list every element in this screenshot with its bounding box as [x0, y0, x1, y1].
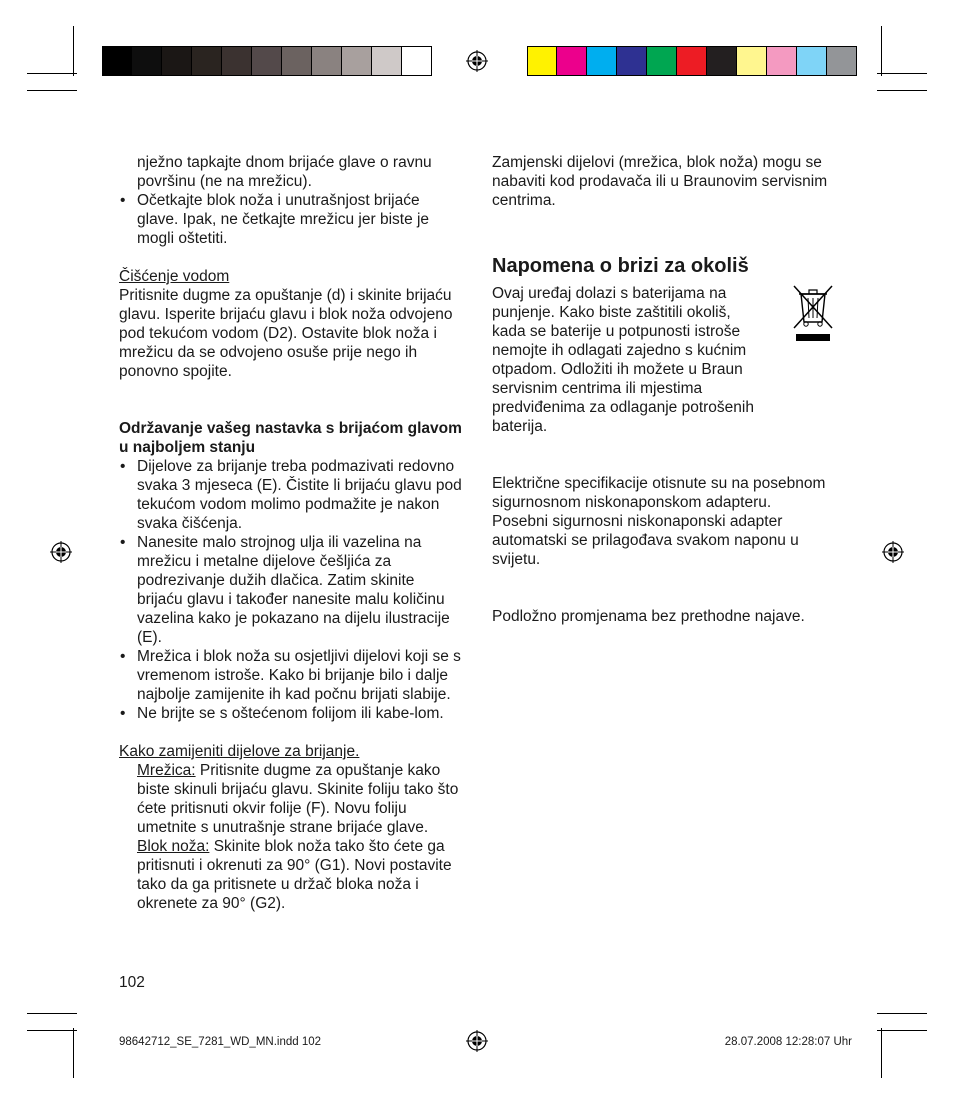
maintenance-heading: Održavanje vašeg nastavka s brijaćom glavom u najboljem stanju: [119, 420, 462, 456]
registration-mark-icon: [466, 50, 488, 72]
color-swatch: [402, 46, 432, 76]
color-swatch: [132, 46, 162, 76]
crop-mark: [881, 1028, 882, 1078]
color-swatch: [767, 46, 797, 76]
list-item: • Ne brijte se s oštećenom folijom ili kabe-lom.: [119, 704, 464, 723]
color-swatch: [557, 46, 587, 76]
crop-mark: [881, 26, 882, 76]
foil-label: Mrežica:: [137, 762, 196, 779]
color-swatch: [737, 46, 767, 76]
crop-mark: [877, 90, 927, 91]
spare-parts-text: Zamjenski dijelovi (mrežica, blok noža) mogu se nabaviti kod prodavača ili u Braunovim servisnim centrima.: [492, 154, 828, 209]
crop-mark: [877, 1030, 927, 1031]
list-item: • Očetkajte blok noža i unutrašnjost brijaće glave. Ipak, ne četkajte mrežicu jer biste je mogli oštetiti.: [119, 191, 464, 248]
registration-mark-icon: [466, 1030, 488, 1052]
color-swatch: [707, 46, 737, 76]
crop-mark: [73, 26, 74, 76]
foil-replacement-text: Mrežica: Pritisnite dugme za opuštanje kako biste skinuli brijaću glavu. Skinite foliju tako što ćete pritisnuti okvir folije (F). Novu foliju umetnite s unutrašnje strane brijaće glave.: [137, 762, 459, 836]
color-swatch: [342, 46, 372, 76]
color-swatch: [102, 46, 132, 76]
replace-parts-heading: Kako zamijeniti dijelove za brijanje.: [119, 743, 360, 760]
footer-date: 28.07.2008 12:28:07 Uhr: [724, 1036, 852, 1048]
crop-mark: [73, 1028, 74, 1078]
list-item: • Dijelove za brijanje treba podmazivati redovno svaka 3 mjeseca (E). Čistite li brijaću glavu pod tekućom vodom molimo podmažite je nakon svaka čišćenja.: [119, 457, 464, 533]
process-color-bar: [527, 46, 857, 76]
registration-mark-icon: [882, 541, 904, 563]
color-swatch: [527, 46, 557, 76]
color-swatch: [312, 46, 342, 76]
crop-mark: [877, 73, 927, 74]
color-swatch: [162, 46, 192, 76]
electrical-spec-text: Električne specifikacije otisnute su na posebnom sigurnosnom niskonaponskom adapteru.: [492, 475, 826, 511]
crossed-out-bin-icon: [792, 284, 834, 344]
color-swatch: [647, 46, 677, 76]
color-swatch: [222, 46, 252, 76]
color-swatch: [252, 46, 282, 76]
crop-mark: [27, 1013, 77, 1014]
maintenance-list: [119, 457, 464, 723]
color-swatch: [282, 46, 312, 76]
water-cleaning-text: Pritisnite dugme za opuštanje (d) i skinite brijaću glavu. Isperite brijaću glavu i blok noža odvojeno pod tekućom vodom (D2). Ostavite blok noža i mrežicu da se odvojeno osuše prije nego ih ponovno spojite.: [119, 287, 453, 380]
color-swatch: [587, 46, 617, 76]
list-item: • Mrežica i blok noža su osjetljivi dijelovi koji se s vremenom istroše. Kako bi brijanje bilo i dalje najbolje zamijenite ih kad počnu brijati slabije.: [119, 647, 464, 704]
cleaning-intro-continued: nježno tapkajte dnom brijaće glave o ravnu površinu (ne na mrežicu).: [137, 154, 432, 190]
registration-mark-icon: [50, 541, 72, 563]
color-swatch: [677, 46, 707, 76]
color-swatch: [192, 46, 222, 76]
crop-mark: [27, 1030, 77, 1031]
crop-mark: [27, 73, 77, 74]
environment-section: [492, 284, 837, 436]
adapter-text: Posebni sigurnosni niskonaponski adapter automatski se prilagođava svakom naponu u svijetu.: [492, 513, 799, 568]
crop-mark: [877, 1013, 927, 1014]
environment-heading: Napomena o brizi za okoliš: [492, 255, 749, 277]
color-swatch: [372, 46, 402, 76]
color-swatch: [827, 46, 857, 76]
list-item: • Nanesite malo strojnog ulja ili vazelina na mrežicu i metalne dijelove češljića za podrezivanje dužih dlačica. Zatim skinite brijaću glavu i također nanesite malu količinu vazelina kako je pokazano na dijelu ilustracije (E).: [119, 533, 464, 647]
left-column: [119, 153, 464, 913]
brush-cleaning-list: [119, 191, 464, 248]
color-swatch: [797, 46, 827, 76]
cutter-replacement-text: Blok noža: Skinite blok noža tako što ćete ga pritisnuti i okrenuti za 90° (G1). Novi postavite tako da ga pritisnete u držač bloka noža i okrenete za 90° (G2).: [137, 838, 452, 912]
crop-mark: [27, 90, 77, 91]
page-number: 102: [119, 974, 145, 991]
cutter-label: Blok noža:: [137, 838, 210, 855]
water-cleaning-heading: Čišćenje vodom: [119, 268, 230, 285]
change-notice: Podložno promjenama bez prethodne najave.: [492, 608, 805, 625]
environment-text: Ovaj uređaj dolazi s baterijama na punjenje. Kako biste zaštitili okoliš, kada se baterije u potpunosti istroše nemojte ih odlagati zajedno s kućnim otpadom. Odložiti ih možete u Braun servisnim centrima ili mjestima predviđenima za odlaganje potrošenih baterija.: [492, 285, 754, 435]
footer-file-info: 98642712_SE_7281_WD_MN.indd 102: [119, 1036, 322, 1048]
grayscale-color-bar: [102, 46, 432, 76]
right-column: [492, 153, 837, 626]
color-swatch: [617, 46, 647, 76]
